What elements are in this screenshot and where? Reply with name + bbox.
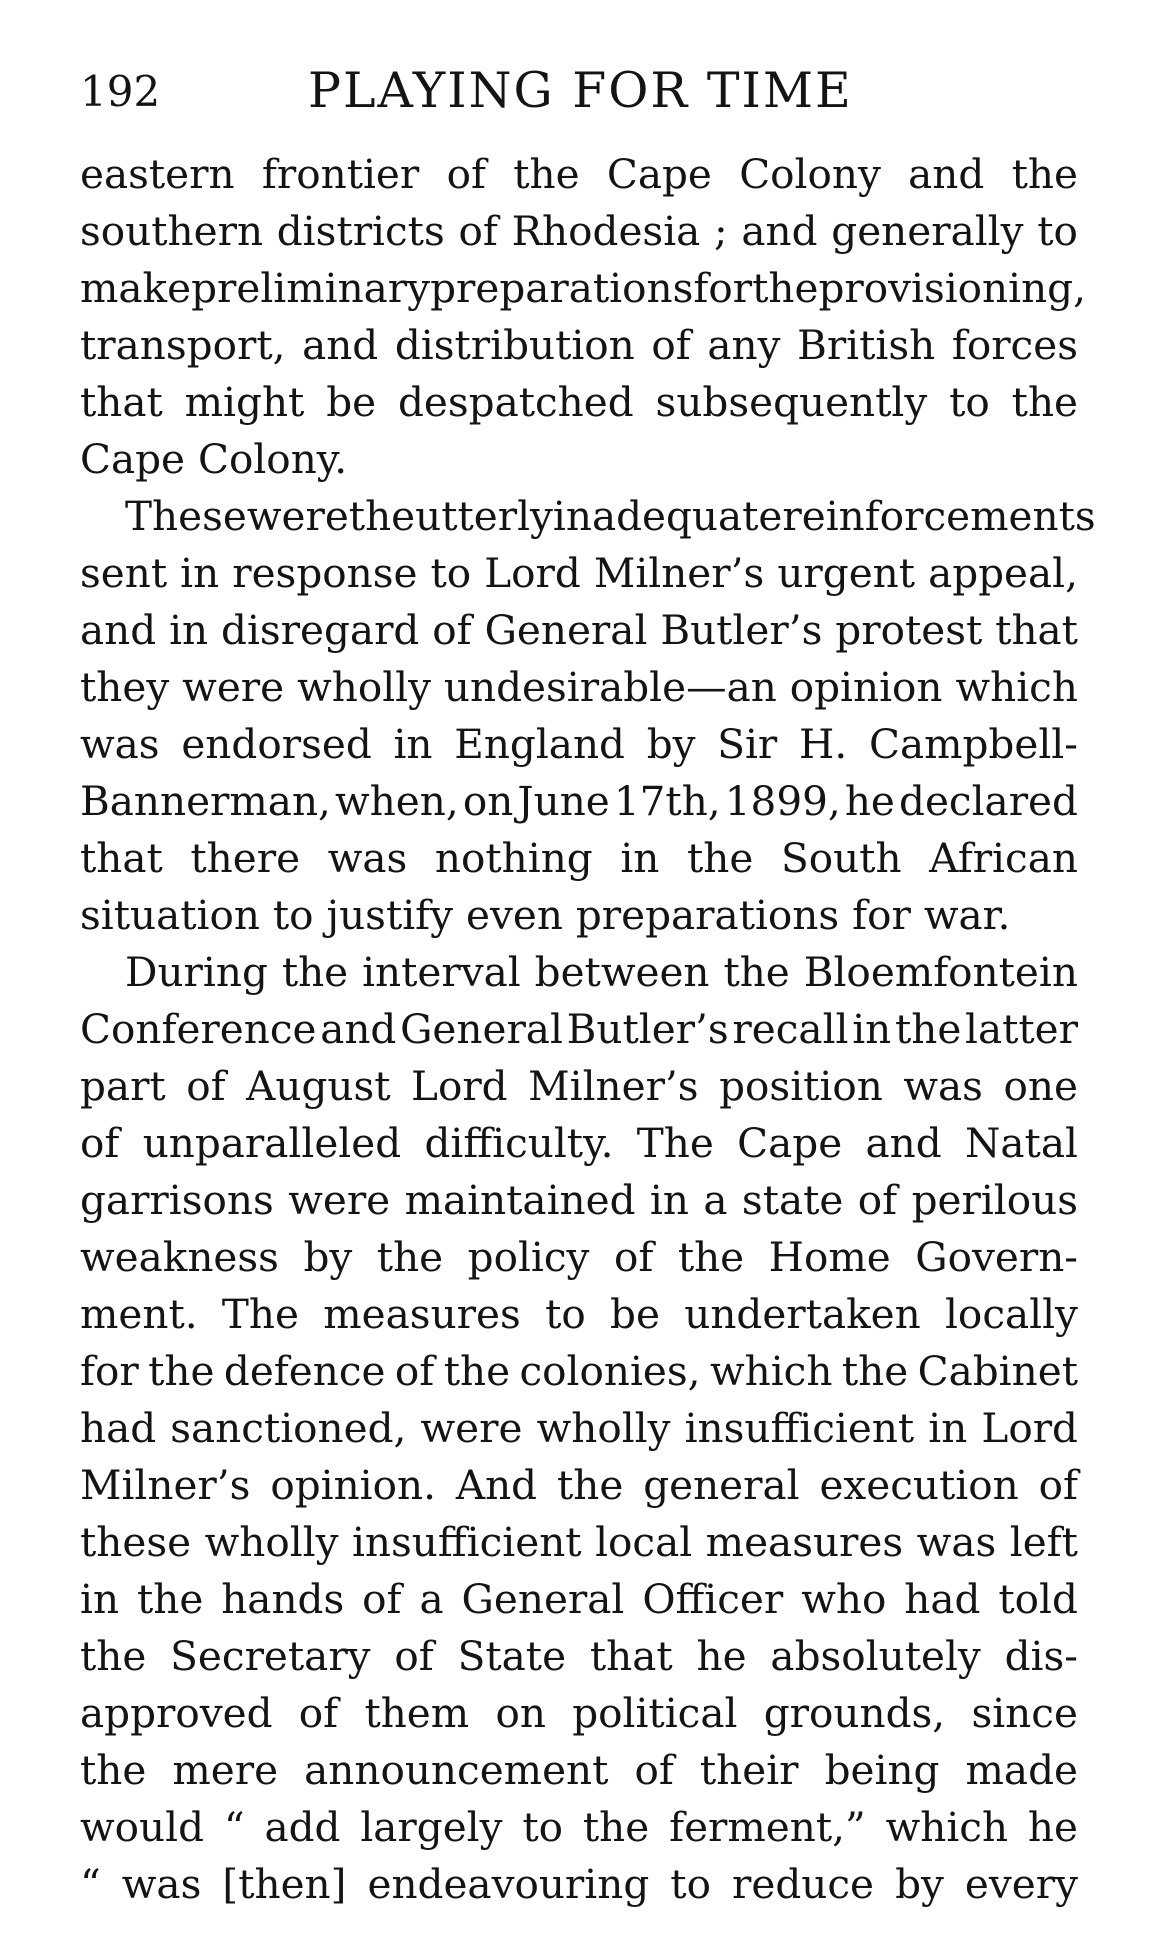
word: generally — [831, 207, 1024, 255]
text-line — [80, 203, 1078, 260]
word: make — [80, 264, 192, 312]
word: the — [281, 948, 349, 996]
word: General — [400, 1005, 563, 1053]
word: in — [393, 720, 433, 768]
word: August — [246, 1062, 391, 1110]
text-line — [80, 1799, 1078, 1856]
word: protest — [835, 606, 983, 654]
word: being — [824, 1746, 940, 1794]
word: in — [80, 1575, 120, 1623]
word: ferment,” — [669, 1803, 866, 1851]
word: the — [582, 1803, 650, 1851]
word: defence — [223, 1347, 386, 1395]
word: local — [595, 1518, 693, 1566]
text-line — [80, 659, 1078, 716]
word: since — [971, 1689, 1078, 1737]
word: to — [522, 1803, 564, 1851]
word: for — [852, 891, 911, 939]
text-line — [80, 1685, 1078, 1742]
word: “ — [223, 1803, 245, 1851]
text-line — [80, 1856, 1078, 1913]
word: and — [908, 150, 985, 198]
word: reduce — [732, 1860, 875, 1908]
word: had — [80, 1404, 157, 1452]
word: Milner’s — [528, 1062, 699, 1110]
word: measures — [705, 1518, 904, 1566]
word: And — [455, 1461, 538, 1509]
text-line — [80, 716, 1078, 773]
word: Cape — [737, 1119, 843, 1167]
body-text — [80, 146, 1096, 1913]
word: were — [246, 492, 349, 540]
word: he — [1027, 1803, 1078, 1851]
word: that — [80, 834, 163, 882]
word: British — [797, 321, 936, 369]
word: latter — [965, 1005, 1078, 1053]
word: Colony — [739, 150, 881, 198]
word: Colony. — [197, 435, 348, 483]
text-line — [80, 545, 1078, 602]
word: wholly — [297, 663, 431, 711]
word: any — [707, 321, 781, 369]
word: Milner’s — [593, 549, 765, 597]
word: Bannerman, — [80, 777, 331, 825]
word: wholly — [536, 1404, 671, 1452]
word: the — [841, 1347, 909, 1395]
text-line — [80, 1400, 1078, 1457]
text-line — [80, 1514, 1078, 1571]
word: colonies, — [519, 1347, 701, 1395]
book-page — [80, 62, 1096, 1913]
word: [then] — [222, 1860, 347, 1908]
word: H. — [799, 720, 848, 768]
word: of — [394, 1347, 435, 1395]
word: of — [1038, 1461, 1078, 1509]
word: to — [949, 378, 990, 426]
word: Butler’s — [566, 1005, 729, 1053]
word: in — [169, 606, 209, 654]
word: the — [752, 264, 819, 312]
word: on — [462, 777, 514, 825]
word: preparations — [430, 264, 694, 312]
word: be — [610, 1290, 660, 1338]
word: had — [904, 1575, 981, 1623]
word: they — [80, 663, 170, 711]
word: there — [190, 834, 301, 882]
word: insufficient — [351, 1518, 582, 1566]
word: ment. — [80, 1290, 198, 1338]
word: the — [1011, 150, 1078, 198]
word: Lord — [981, 1404, 1078, 1452]
word: “ — [80, 1860, 101, 1908]
word: in — [180, 549, 220, 597]
word: of — [80, 1119, 120, 1167]
word: and — [302, 321, 379, 369]
word: was — [916, 1518, 997, 1566]
word: Govern- — [915, 1233, 1078, 1281]
word: distribution — [394, 321, 635, 369]
word: response — [232, 549, 418, 597]
word: urgent — [777, 549, 916, 597]
word: approved — [80, 1689, 273, 1737]
word: and — [741, 207, 818, 255]
word: by — [303, 1233, 353, 1281]
word: weakness — [80, 1233, 279, 1281]
word: sanctioned, — [170, 1404, 407, 1452]
word: wholly — [204, 1518, 339, 1566]
text-line — [80, 1571, 1078, 1628]
text-line — [80, 1172, 1078, 1229]
word: state — [741, 1176, 844, 1224]
word: position — [719, 1062, 883, 1110]
text-line — [80, 1229, 1078, 1286]
word: he — [844, 777, 895, 825]
word: a — [703, 1176, 728, 1224]
word: of — [394, 1632, 434, 1680]
word: 17th, — [613, 777, 721, 825]
word: England — [454, 720, 625, 768]
word: of — [432, 606, 472, 654]
word: grounds, — [763, 1689, 946, 1737]
word: political — [572, 1689, 738, 1737]
text-line — [80, 374, 1078, 431]
word: the — [687, 834, 754, 882]
word: was — [327, 834, 408, 882]
word: them — [364, 1689, 470, 1737]
word: the — [80, 1632, 147, 1680]
word: districts — [276, 207, 445, 255]
word: the — [148, 1347, 215, 1395]
word: one — [1003, 1062, 1078, 1110]
word: Officer — [642, 1575, 784, 1623]
word: insufficient — [684, 1404, 915, 1452]
word: declared — [899, 777, 1078, 825]
word: the — [677, 1233, 745, 1281]
page-number: 192 — [80, 67, 161, 116]
word: of — [298, 1689, 339, 1737]
word: ; — [714, 207, 728, 255]
text-line — [80, 1115, 1078, 1172]
word: southern — [80, 207, 264, 255]
word: the — [443, 1347, 511, 1395]
word: Home — [768, 1233, 891, 1281]
word: war. — [923, 891, 1011, 939]
word: who — [801, 1575, 887, 1623]
text-line — [80, 1058, 1078, 1115]
word: by — [895, 1860, 944, 1908]
word: endorsed — [181, 720, 372, 768]
word: Bloemfontein — [803, 948, 1078, 996]
word: mere — [172, 1746, 279, 1794]
word: Campbell- — [868, 720, 1078, 768]
word: African — [929, 834, 1078, 882]
word: recall — [732, 1005, 849, 1053]
word: to — [1037, 207, 1078, 255]
word: Conference — [80, 1005, 317, 1053]
word: opinion — [789, 663, 943, 711]
word: announcement — [304, 1746, 609, 1794]
text-line — [80, 1001, 1078, 1058]
word: preparations — [575, 891, 840, 939]
word: Butler’s — [660, 606, 823, 654]
word: of — [186, 1062, 226, 1110]
word: garrisons — [80, 1176, 274, 1224]
word: justify — [326, 891, 454, 939]
text-line — [80, 1457, 1078, 1514]
text-line — [80, 944, 1078, 1001]
word: general — [643, 1461, 800, 1509]
word: Secretary — [170, 1632, 371, 1680]
word: made — [965, 1746, 1078, 1794]
word: when, — [335, 777, 459, 825]
word: part — [80, 1062, 166, 1110]
word: even — [466, 891, 563, 939]
word: told — [998, 1575, 1078, 1623]
word: was — [121, 1860, 202, 1908]
word: difficulty. — [424, 1119, 614, 1167]
word: for — [693, 264, 753, 312]
text-line — [80, 146, 1078, 203]
word: hands — [221, 1575, 345, 1623]
word: measures — [323, 1290, 521, 1338]
word: the — [348, 492, 416, 540]
text-line — [80, 1742, 1078, 1799]
word: the — [136, 1575, 204, 1623]
word: undertaken — [684, 1290, 921, 1338]
word: Sir — [717, 720, 778, 768]
word: to — [545, 1290, 586, 1338]
word: Lord — [411, 1062, 508, 1110]
word: which — [885, 1803, 1009, 1851]
text-line — [80, 260, 1086, 317]
word: of — [362, 1575, 402, 1623]
word: the — [1011, 378, 1078, 426]
text-line — [80, 773, 1078, 830]
word: reinforcements — [782, 492, 1096, 540]
word: the — [80, 1746, 147, 1794]
word: that — [995, 606, 1078, 654]
word: in — [649, 1176, 689, 1224]
word: Rhodesia — [511, 207, 701, 255]
word: their — [699, 1746, 799, 1794]
text-line — [80, 488, 1096, 545]
word: of — [458, 207, 498, 255]
word: General — [484, 606, 648, 654]
word: undesirable—an — [443, 663, 777, 711]
word: add — [264, 1803, 341, 1851]
word: maintained — [404, 1176, 636, 1224]
word: every — [964, 1860, 1078, 1908]
word: inadequate — [552, 492, 783, 540]
word: transport, — [80, 321, 286, 369]
word: State — [457, 1632, 567, 1680]
word: of — [634, 1746, 674, 1794]
word: disregard — [221, 606, 420, 654]
word: and — [865, 1119, 942, 1167]
word: would — [80, 1803, 205, 1851]
word: he — [696, 1632, 747, 1680]
word: Milner’s — [80, 1461, 251, 1509]
text-line — [80, 1628, 1078, 1685]
word: policy — [467, 1233, 590, 1281]
word: might — [184, 378, 305, 426]
word: the — [513, 150, 580, 198]
text-line — [80, 1343, 1078, 1400]
word: in — [852, 1005, 892, 1053]
word: was — [903, 1062, 983, 1110]
word: eastern — [80, 150, 235, 198]
word: execution — [819, 1461, 1019, 1509]
word: that — [589, 1632, 673, 1680]
word: South — [780, 834, 902, 882]
word: sent — [80, 549, 168, 597]
text-line — [80, 830, 1078, 887]
word: the — [556, 1461, 624, 1509]
word: to — [272, 891, 314, 939]
text-line — [80, 431, 1078, 488]
word: was — [80, 720, 160, 768]
text-line — [80, 602, 1078, 659]
word: between — [534, 948, 710, 996]
word: nothing — [434, 834, 593, 882]
word: on — [495, 1689, 546, 1737]
word: interval — [362, 948, 521, 996]
word: to — [670, 1860, 711, 1908]
word: provisioning, — [818, 264, 1086, 312]
word: endeavouring — [367, 1860, 650, 1908]
word: forces — [951, 321, 1078, 369]
running-head: PLAYING FOR TIME — [308, 62, 853, 119]
word: a — [419, 1575, 444, 1623]
text-line — [80, 887, 1078, 944]
word: for — [80, 1347, 139, 1395]
word: The — [636, 1119, 714, 1167]
word: Natal — [964, 1119, 1078, 1167]
word: the — [894, 1005, 962, 1053]
word: Cabinet — [917, 1347, 1078, 1395]
word: During — [125, 948, 268, 996]
word: opinion. — [270, 1461, 436, 1509]
word: were — [420, 1404, 523, 1452]
word: which — [709, 1347, 833, 1395]
text-line — [80, 317, 1078, 374]
word: in — [928, 1404, 968, 1452]
word: appeal, — [928, 549, 1078, 597]
word: General — [461, 1575, 625, 1623]
word: left — [1009, 1518, 1078, 1566]
word: subsequently — [655, 378, 928, 426]
word: and — [320, 1005, 397, 1053]
word: and — [80, 606, 157, 654]
word: locally — [944, 1290, 1078, 1338]
word: be — [326, 378, 377, 426]
word: to — [430, 549, 472, 597]
word: perilous — [911, 1176, 1078, 1224]
word: Cape — [606, 150, 712, 198]
word: despatched — [397, 378, 634, 426]
word: of — [857, 1176, 898, 1224]
word: the — [376, 1233, 444, 1281]
word: dis- — [1004, 1632, 1078, 1680]
word: 1899, — [724, 777, 841, 825]
word: were — [182, 663, 285, 711]
page-header — [80, 62, 1078, 126]
word: of — [613, 1233, 654, 1281]
word: Lord — [484, 549, 581, 597]
word: June — [517, 777, 610, 825]
word: were — [288, 1176, 391, 1224]
word: the — [723, 948, 790, 996]
word: situation — [80, 891, 260, 939]
word: that — [80, 378, 163, 426]
word: of — [651, 321, 691, 369]
word: which — [955, 663, 1078, 711]
word: preliminary — [191, 264, 431, 312]
word: Cape — [80, 435, 186, 483]
word: largely — [360, 1803, 503, 1851]
word: unparalleled — [142, 1119, 402, 1167]
word: absolutely — [770, 1632, 981, 1680]
word: frontier — [261, 150, 420, 198]
word: these — [80, 1518, 192, 1566]
text-line — [80, 1286, 1078, 1343]
word: The — [221, 1290, 299, 1338]
word: of — [446, 150, 486, 198]
word: These — [125, 492, 247, 540]
word: in — [620, 834, 660, 882]
word: by — [646, 720, 696, 768]
word: utterly — [415, 492, 553, 540]
